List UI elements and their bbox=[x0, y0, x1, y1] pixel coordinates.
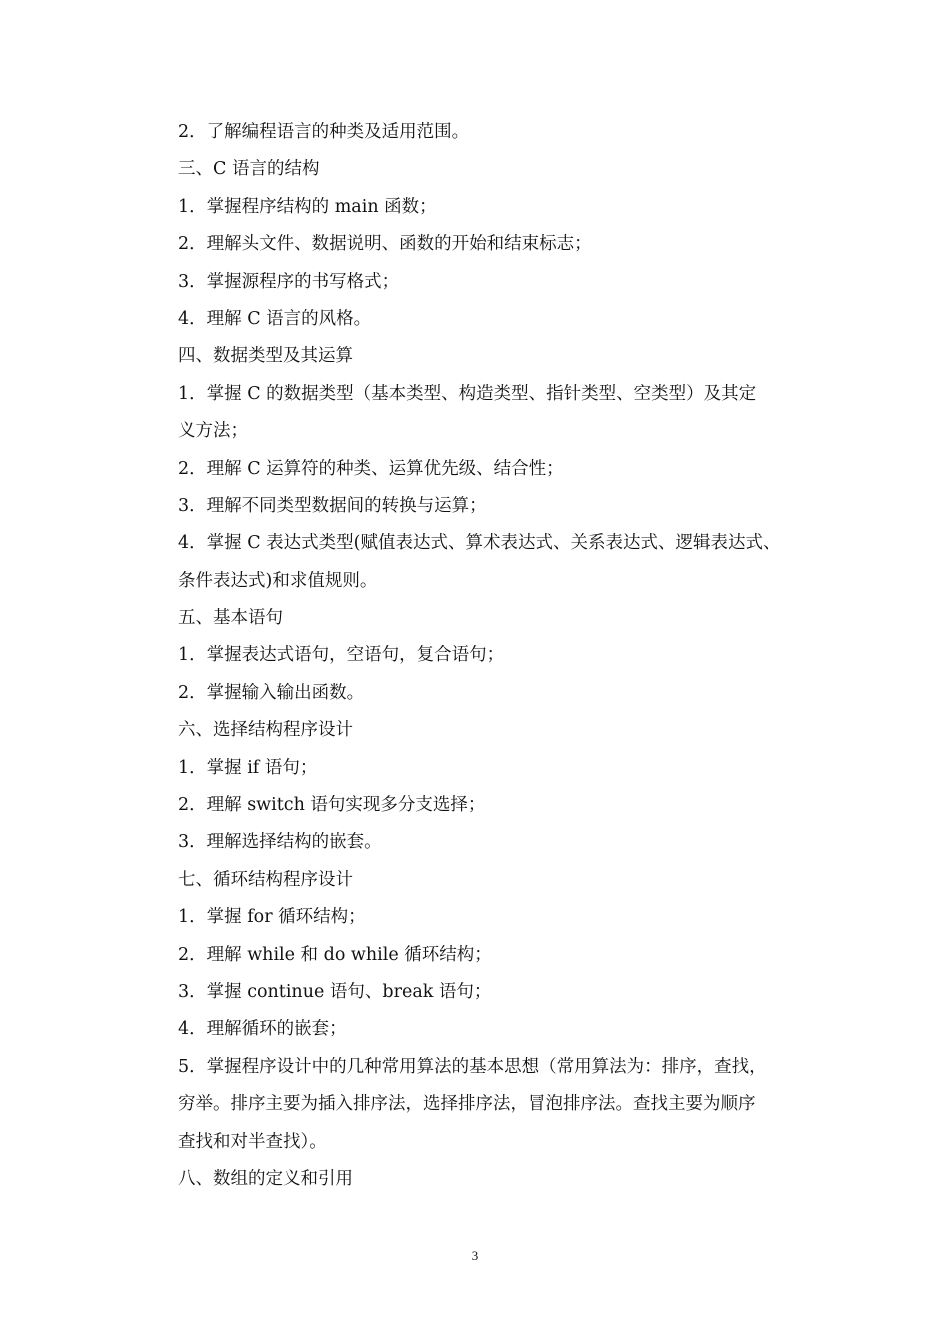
body-text bbox=[178, 114, 818, 1198]
text-line: 义方法； bbox=[178, 421, 248, 442]
text-line: 4．掌握 C 表达式类型(赋值表达式、算术表达式、关系表达式、逻辑表达式、 bbox=[178, 533, 781, 554]
section-heading: 五、基本语句 bbox=[178, 608, 283, 629]
text-line: 1．掌握表达式语句，空语句，复合语句； bbox=[178, 645, 505, 666]
text-line: 2．了解编程语言的种类及适用范围。 bbox=[178, 122, 470, 142]
text-line: 2．理解 while 和 do while 循环结构； bbox=[178, 944, 492, 965]
text-line: 5．掌握程序设计中的几种常用算法的基本思想（常用算法为：排序，查找， bbox=[178, 1056, 767, 1077]
text-line: 4．理解循环的嵌套； bbox=[178, 1019, 347, 1040]
text-line: 1．掌握 for 循环结构； bbox=[178, 907, 366, 928]
text-line: 2．理解头文件、数据说明、函数的开始和结束标志； bbox=[178, 234, 592, 255]
text-line: 2．掌握输入输出函数。 bbox=[178, 682, 365, 703]
page-number: 3 bbox=[471, 1248, 479, 1263]
text-line: 1．掌握 C 的数据类型（基本类型、构造类型、指针类型、空类型）及其定 bbox=[178, 383, 757, 404]
text-line: 穷举。排序主要为插入排序法，选择排序法，冒泡排序法。查找主要为顺序 bbox=[178, 1094, 756, 1115]
section-heading: 七、循环结构程序设计 bbox=[178, 869, 353, 890]
text-line: 1．掌握程序结构的 main 函数； bbox=[178, 196, 437, 217]
text-line: 4．理解 C 语言的风格。 bbox=[178, 308, 372, 329]
text-line: 查找和对半查找）。 bbox=[178, 1131, 327, 1152]
section-heading: 八、数组的定义和引用 bbox=[178, 1168, 353, 1189]
text-line: 3．理解不同类型数据间的转换与运算； bbox=[178, 495, 487, 516]
text-line: 2．理解 C 运算符的种类、运算优先级、结合性； bbox=[178, 458, 564, 479]
text-line: 3．掌握 continue 语句、break 语句； bbox=[178, 981, 492, 1002]
text-line: 3．理解选择结构的嵌套。 bbox=[178, 832, 382, 853]
section-heading: 四、数据类型及其运算 bbox=[178, 346, 353, 367]
section-heading: 三、C 语言的结构 bbox=[178, 159, 320, 180]
text-line: 1．掌握 if 语句； bbox=[178, 757, 318, 778]
text-line: 2．理解 switch 语句实现多分支选择； bbox=[178, 795, 486, 816]
section-heading: 六、选择结构程序设计 bbox=[178, 720, 353, 741]
text-line: 条件表达式)和求值规则。 bbox=[178, 570, 378, 591]
text-line: 3．掌握源程序的书写格式； bbox=[178, 271, 400, 292]
